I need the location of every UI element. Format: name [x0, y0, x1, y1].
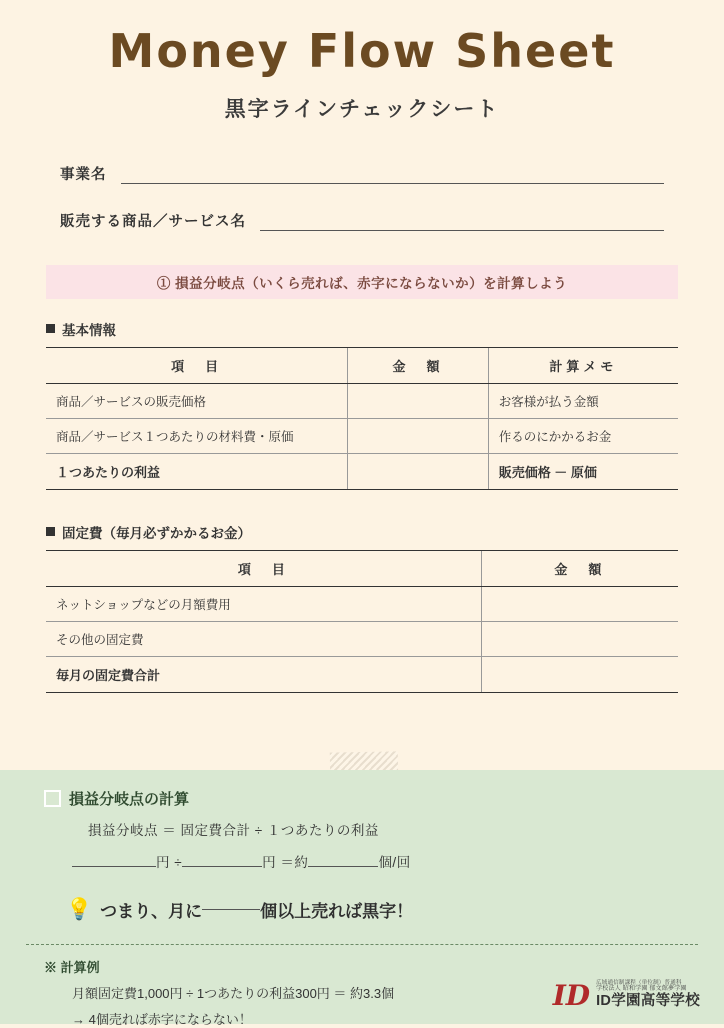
field-product-name[interactable]: [60, 210, 664, 231]
fixed-cost-heading-label: 固定費（毎月必ずかかるお金）: [62, 525, 251, 541]
table-row: [46, 621, 678, 656]
cell-item: １つあたりの利益: [46, 453, 348, 489]
table-header-row: [46, 347, 678, 383]
breakeven-panel: [0, 770, 724, 1027]
cell-amount[interactable]: [348, 453, 488, 489]
col-header-item: 項 目: [46, 550, 481, 586]
cell-memo: 作るのにかかるお金: [488, 418, 678, 453]
table-row: [46, 418, 678, 453]
logo-mark-icon: ID: [552, 979, 591, 1012]
section-banner-1: ① 損益分岐点（いくら売れば、赤字にならないか）を計算しよう: [46, 265, 678, 299]
example-line-1: 月額固定費1,000円 ÷ 1つあたりの利益300円 ＝ 約3.3個: [72, 986, 395, 1001]
cell-item: 商品／サービスの販売価格: [46, 383, 348, 418]
cell-memo: お客様が払う金額: [488, 383, 678, 418]
highlight-suffix: 個以上売れば黒字！: [260, 902, 414, 921]
fixed-cost-table: [46, 550, 678, 693]
field-business-name[interactable]: [60, 163, 664, 184]
page-title: Money Flow Sheet: [108, 24, 616, 78]
table-row: [46, 383, 678, 418]
col-header-amount: 金 額: [481, 550, 678, 586]
cell-memo: 販売価格 － 原価: [488, 453, 678, 489]
example-line-2: → 4個売れば赤字にならない！: [72, 1012, 252, 1027]
table-row-total: [46, 453, 678, 489]
col-header-memo: 計算メモ: [488, 347, 678, 383]
table-row: [46, 586, 678, 621]
cell-amount[interactable]: [348, 383, 488, 418]
col-header-amount: 金 額: [348, 347, 488, 383]
cell-amount[interactable]: [481, 586, 678, 621]
cell-amount[interactable]: [481, 656, 678, 692]
basic-info-heading: [46, 319, 724, 339]
cell-item: 商品／サービス１つあたりの材料費・原価: [46, 418, 348, 453]
field-input-business-name[interactable]: [121, 165, 665, 184]
breakeven-heading: [44, 788, 724, 809]
breakeven-heading-label: 損益分岐点の計算: [69, 791, 190, 808]
cell-item: ネットショップなどの月額費用: [46, 586, 481, 621]
divider: [26, 944, 698, 945]
blank-unit-3: 個/回: [378, 855, 411, 870]
cell-item: 毎月の固定費合計: [46, 656, 481, 692]
table-row-total: [46, 656, 678, 692]
logo-subtext-2: 学校法人 昭和学園 郁文館夢学園: [596, 986, 687, 993]
checkbox-icon[interactable]: [44, 790, 61, 807]
logo-subtext-1: 広域通信制課程（単位制）普通科: [596, 980, 682, 987]
school-logo: [553, 980, 700, 1010]
page-subtitle: 黒字ラインチェックシート: [224, 97, 500, 121]
cell-amount[interactable]: [348, 418, 488, 453]
blank-quantity[interactable]: [202, 909, 260, 910]
square-bullet-icon: [46, 527, 55, 536]
blank-unit-1: 円 ÷: [156, 855, 183, 870]
field-input-product-name[interactable]: [260, 212, 664, 231]
breakeven-blank-line: [72, 851, 724, 871]
col-header-item: 項 目: [46, 347, 348, 383]
blank-result[interactable]: [308, 866, 378, 867]
blank-unit-2: 円 ＝約: [262, 855, 309, 870]
blank-unit-profit[interactable]: [182, 866, 262, 867]
breakeven-formula: 損益分岐点 ＝ 固定費合計 ÷ １つあたりの利益: [88, 823, 379, 838]
basic-info-heading-label: 基本情報: [62, 322, 116, 338]
field-label-product-name: 販売する商品／サービス名: [60, 213, 246, 230]
blank-fixed-cost[interactable]: [72, 866, 156, 867]
cell-item: その他の固定費: [46, 621, 481, 656]
cell-amount[interactable]: [481, 621, 678, 656]
square-bullet-icon: [46, 324, 55, 333]
logo-school-name: ID学園高等学校: [596, 993, 700, 1010]
highlight-prefix: つまり、月に: [100, 902, 203, 921]
entry-fields: [0, 163, 724, 231]
lightbulb-icon: 💡: [66, 898, 93, 921]
example-heading: ※ 計算例: [44, 960, 100, 975]
fixed-cost-heading: [46, 522, 724, 542]
table-header-row: [46, 550, 678, 586]
breakeven-highlight: [66, 897, 724, 922]
logo-text: [596, 980, 700, 1010]
basic-info-table: [46, 347, 678, 490]
field-label-business-name: 事業名: [60, 166, 107, 183]
